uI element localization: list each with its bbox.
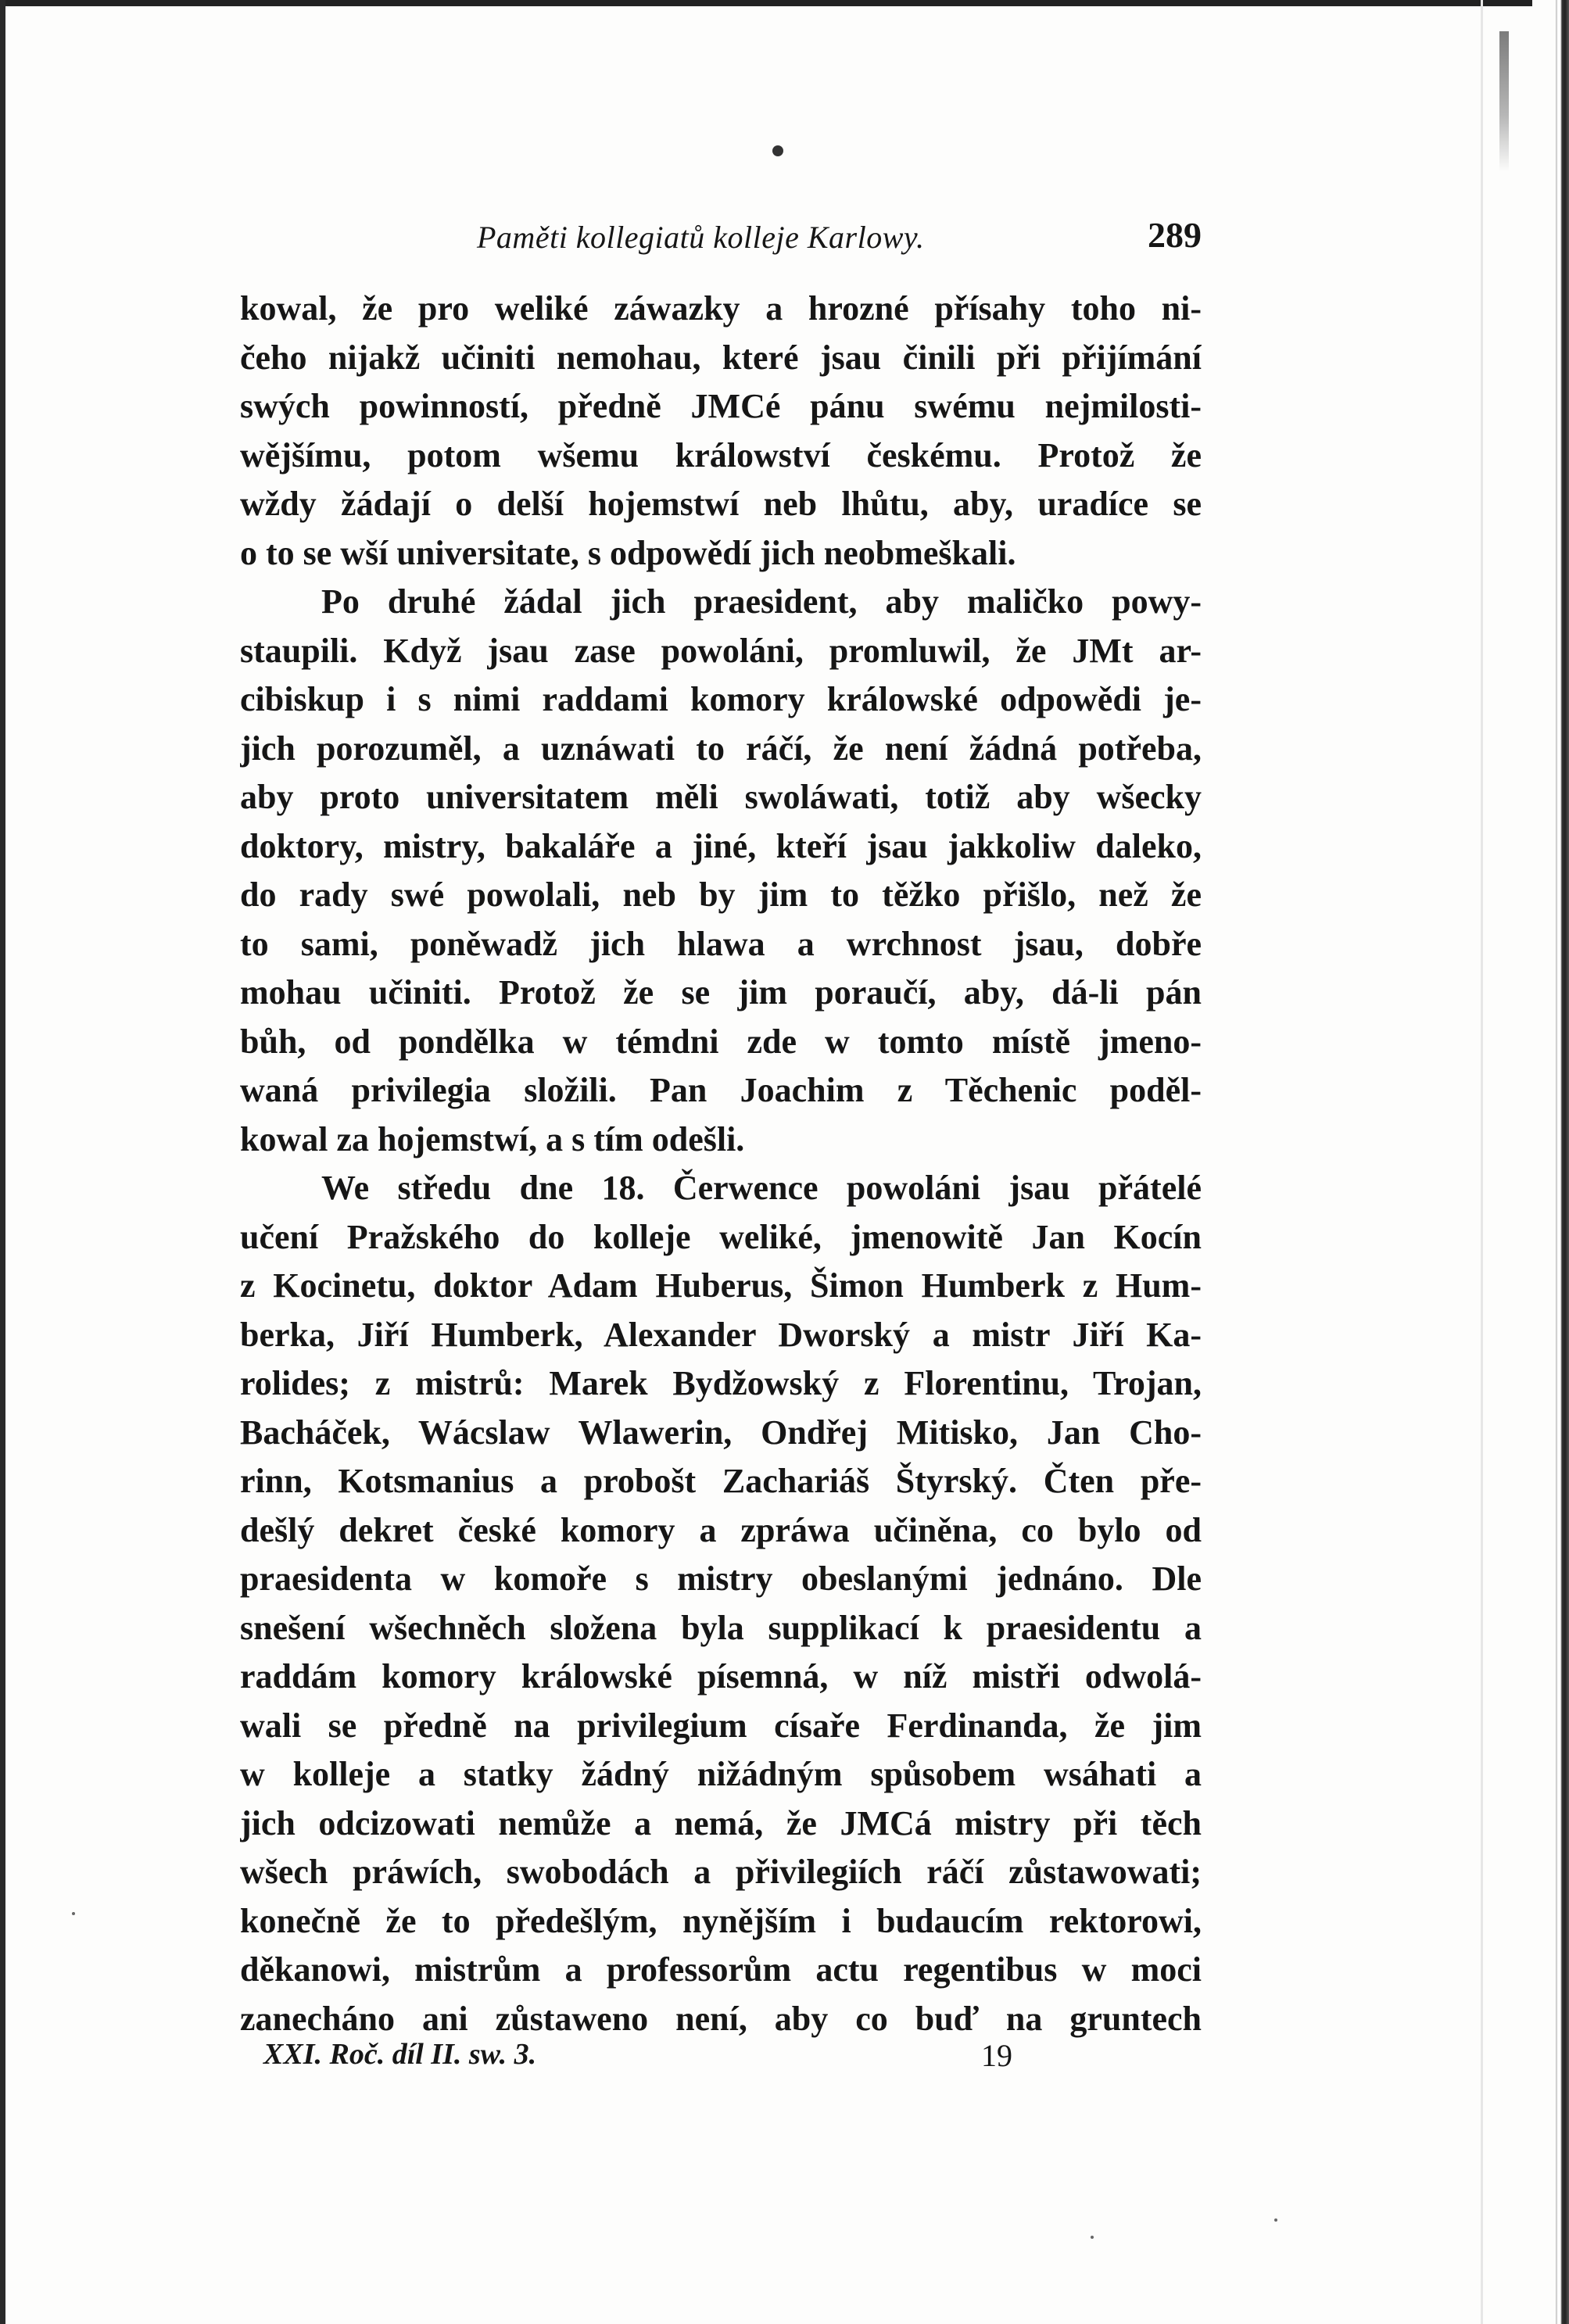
- text-line: wějšímu, potom wšemu králowství českému. Protož že: [240, 435, 1202, 474]
- text-line: wšech práwích, swobodách a přivilegiích ráčí zůstawowati;: [240, 1853, 1202, 1891]
- ink-dot: [772, 145, 783, 156]
- text-line: berka, Jiří Humberk, Alexander Dworský a mistr Jiří Ka-: [240, 1315, 1202, 1354]
- text-line: bůh, od pondělka w témdni zde w tomto místě jmeno-: [240, 1022, 1202, 1061]
- volume-signature: XXI. Roč. díl II. sw. 3.: [263, 2038, 537, 2071]
- scan-frame-top: [0, 0, 1532, 6]
- signature-number: 19: [981, 2038, 1012, 2073]
- text-line: zanecháno ani zůstaweno není, aby co buď na gruntech: [240, 1999, 1202, 2038]
- page-footer: [263, 2037, 1045, 2084]
- text-line: raddám komory králowské písemná, w níž mistři odwolá-: [240, 1657, 1202, 1696]
- ink-speck: [1274, 2218, 1277, 2222]
- scan-frame-right-gap: [1481, 0, 1483, 2324]
- body-text: [240, 285, 1202, 2043]
- text-line: staupili. Když jsau zase powoláni, promluwil, že JMt ar-: [240, 631, 1202, 670]
- text-line: jich porozuměl, a uznáwati to ráčí, že není žádná potřeba,: [240, 729, 1202, 768]
- scan-edge-mark: [1499, 31, 1509, 172]
- text-line: swých powinností, předně JMCé pánu swému nejmilosti-: [240, 387, 1202, 425]
- text-line: We středu dne 18. Čerwence powoláni jsau přátelé: [321, 1169, 1202, 1207]
- text-line: rinn, Kotsmanius a probošt Zachariáš Štyrský. Čten pře-: [240, 1462, 1202, 1500]
- text-line: Po druhé žádal jich praesident, aby maličko powy-: [321, 582, 1202, 621]
- text-line: mohau učiniti. Protož že se jim poraučí, aby, dá-li pán: [240, 973, 1202, 1012]
- text-line: rolides; z mistrů: Marek Bydžowský z Florentinu, Trojan,: [240, 1364, 1202, 1402]
- text-line: waná privilegia složili. Pan Joachim z Těchenic poděl-: [240, 1071, 1202, 1109]
- text-line: aby proto universitatem měli swoláwati, totiž aby wšecky: [240, 778, 1202, 816]
- ink-speck: [72, 1912, 75, 1915]
- text-line: konečně že to předešlým, nynějším i budaucím rektorowi,: [240, 1901, 1202, 1940]
- text-line: wždy žádají o delší hojemstwí neb lhůtu, aby, uradíce se: [240, 485, 1202, 523]
- page-number: 289: [1148, 215, 1202, 255]
- text-line: kowal za hojemstwí, a s tím odešli.: [240, 1119, 745, 1158]
- text-line: čeho nijakž učiniti nemohau, které jsau činili při přijímání: [240, 338, 1202, 377]
- text-line: dešlý dekret české komory a zpráwa učiněna, co bylo od: [240, 1510, 1202, 1549]
- text-line: doktory, mistry, bakaláře a jiné, kteří jsau jakkoliw daleko,: [240, 826, 1202, 865]
- text-line: w kolleje a statky žádný nižádným spůsobem wsáhati a: [240, 1755, 1202, 1793]
- scan-frame-left: [0, 0, 5, 2324]
- text-line: učení Pražského do kolleje weliké, jmenowitě Jan Kocín: [240, 1217, 1202, 1256]
- ink-speck: [1091, 2236, 1094, 2239]
- page-header: [240, 213, 1202, 260]
- text-line: jich odcizowati nemůže a nemá, že JMCá mistry při těch: [240, 1803, 1202, 1842]
- text-line: wali se předně na privilegium císaře Ferdinanda, že jim: [240, 1706, 1202, 1745]
- scan-frame-right: [1556, 0, 1569, 2324]
- text-line: snešení wšechněch složena byla supplikací k praesidentu a: [240, 1608, 1202, 1647]
- running-title: Paměti kollegiatů kolleje Karlowy.: [477, 220, 925, 255]
- text-line: děkanowi, mistrům a professorům actu regentibus w moci: [240, 1950, 1202, 1989]
- text-line: do rady swé powolali, neb by jim to těžko přišlo, než že: [240, 876, 1202, 914]
- text-line: o to se wší universitate, s odpowědí jich neobmeškali.: [240, 533, 1016, 572]
- text-line: z Kocinetu, doktor Adam Huberus, Šimon Humberk z Hum-: [240, 1266, 1202, 1305]
- text-line: cibiskup i s nimi raddami komory králowské odpowědi je-: [240, 680, 1202, 718]
- text-line: Bacháček, Wácslaw Wlawerin, Ondřej Mitisko, Jan Cho-: [240, 1413, 1202, 1452]
- text-line: praesidenta w komoře s mistry obeslanými jednáno. Dle: [240, 1559, 1202, 1598]
- text-line: to sami, poněwadž jich hlawa a wrchnost jsau, dobře: [240, 924, 1202, 963]
- text-line: kowal, že pro weliké záwazky a hrozné přísahy toho ni-: [240, 289, 1202, 328]
